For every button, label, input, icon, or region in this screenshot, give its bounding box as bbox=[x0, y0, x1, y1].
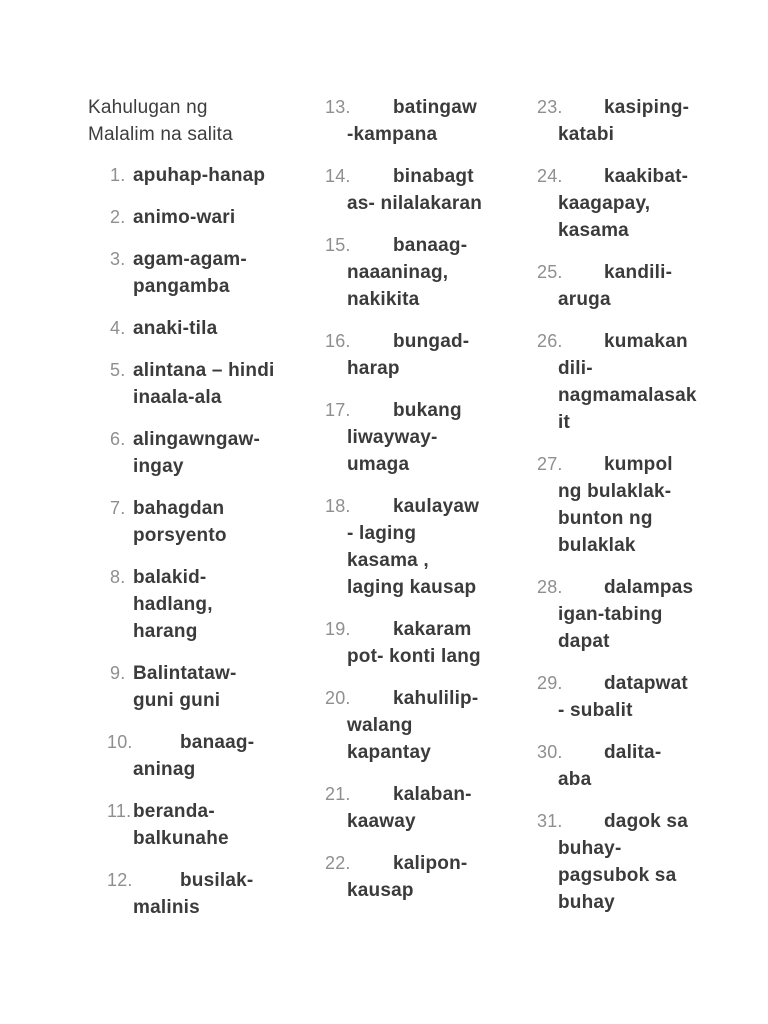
column-2-items bbox=[325, 94, 530, 904]
item-line: guni guni bbox=[133, 690, 221, 711]
item-line: igan-tabing bbox=[558, 604, 663, 625]
list-item bbox=[88, 867, 310, 921]
item-number: 23. bbox=[537, 97, 563, 117]
item-number: 26. bbox=[537, 331, 563, 351]
item-line: walang bbox=[347, 715, 413, 736]
item-line: kalaban- bbox=[393, 784, 472, 805]
list-item bbox=[325, 850, 530, 904]
item-number: 29. bbox=[537, 673, 563, 693]
item-line: kasama , bbox=[347, 550, 429, 571]
item-number: 6. bbox=[110, 429, 126, 449]
item-line: kaulayaw bbox=[393, 496, 480, 517]
item-line: kahulilip- bbox=[393, 688, 479, 709]
list-item bbox=[325, 493, 530, 601]
item-line: busilak- bbox=[180, 870, 254, 891]
list-item bbox=[88, 426, 310, 480]
item-line: banaag- bbox=[180, 732, 255, 753]
item-number: 12. bbox=[107, 870, 133, 890]
item-number: 11. bbox=[107, 801, 132, 821]
item-line: Balintataw- bbox=[133, 663, 237, 684]
list-item bbox=[537, 259, 759, 313]
item-line: datapwat bbox=[604, 673, 688, 694]
item-number: 13. bbox=[325, 97, 351, 117]
item-line: naaaninag, bbox=[347, 262, 449, 283]
item-line: harap bbox=[347, 358, 400, 379]
item-line: -kampana bbox=[347, 124, 438, 145]
item-line: kausap bbox=[347, 880, 414, 901]
item-line: nagmamalasak bbox=[558, 385, 697, 406]
list-item bbox=[88, 162, 310, 189]
item-number: 28. bbox=[537, 577, 563, 597]
item-line: pagsubok sa bbox=[558, 865, 677, 886]
item-line: kalipon- bbox=[393, 853, 468, 874]
item-line: harang bbox=[133, 621, 198, 642]
list-item bbox=[537, 451, 759, 559]
item-number: 20. bbox=[325, 688, 351, 708]
item-number: 3. bbox=[110, 249, 126, 269]
item-line: alintana – hindi bbox=[133, 360, 275, 381]
item-number: 10. bbox=[107, 732, 133, 752]
item-number: 17. bbox=[325, 400, 351, 420]
item-number: 25. bbox=[537, 262, 563, 282]
item-line: dagok sa bbox=[604, 811, 688, 832]
item-number: 18. bbox=[325, 496, 351, 516]
item-line: nakikita bbox=[347, 289, 420, 310]
item-line: dalita- bbox=[604, 742, 662, 763]
item-number: 9. bbox=[110, 663, 126, 683]
list-item bbox=[88, 495, 310, 549]
list-item bbox=[88, 660, 310, 714]
column-3-items bbox=[537, 94, 759, 916]
list-item bbox=[537, 808, 759, 916]
item-line: bukang bbox=[393, 400, 462, 421]
item-number: 31. bbox=[537, 811, 563, 831]
item-line: kaaway bbox=[347, 811, 416, 832]
item-line: pangamba bbox=[133, 276, 230, 297]
item-line: aba bbox=[558, 769, 592, 790]
list-item bbox=[325, 163, 530, 217]
item-line: balakid- bbox=[133, 567, 207, 588]
item-line: kumakan bbox=[604, 331, 688, 352]
list-item bbox=[88, 357, 310, 411]
item-line: liwayway- bbox=[347, 427, 438, 448]
item-line: hadlang, bbox=[133, 594, 213, 615]
item-number: 8. bbox=[110, 567, 126, 587]
item-line: dapat bbox=[558, 631, 610, 652]
item-line: porsyento bbox=[133, 525, 227, 546]
item-line: banaag- bbox=[393, 235, 468, 256]
list-item bbox=[88, 315, 310, 342]
item-number: 7. bbox=[110, 498, 126, 518]
list-item bbox=[325, 616, 530, 670]
item-line: malinis bbox=[133, 897, 200, 918]
item-line: animo-wari bbox=[133, 207, 236, 228]
item-line: batingaw bbox=[393, 97, 477, 118]
page-title-line-1: Kahulugan ng bbox=[88, 97, 208, 118]
item-line: kaagapay, bbox=[558, 193, 651, 214]
item-number: 21. bbox=[325, 784, 351, 804]
item-number: 30. bbox=[537, 742, 563, 762]
item-line: as- nilalakaran bbox=[347, 193, 483, 214]
item-line: kapantay bbox=[347, 742, 431, 763]
item-line: aninag bbox=[133, 759, 196, 780]
item-number: 2. bbox=[110, 207, 126, 227]
list-item bbox=[325, 781, 530, 835]
item-line: beranda- bbox=[133, 801, 215, 822]
item-number: 4. bbox=[110, 318, 126, 338]
item-line: laging kausap bbox=[347, 577, 477, 598]
list-item bbox=[88, 246, 310, 300]
column-1 bbox=[88, 94, 310, 936]
page-title-line-2: Malalim na salita bbox=[88, 124, 233, 145]
list-item bbox=[88, 729, 310, 783]
item-number: 14. bbox=[325, 166, 351, 186]
item-number: 5. bbox=[110, 360, 126, 380]
list-item bbox=[537, 739, 759, 793]
item-line: kumpol bbox=[604, 454, 673, 475]
item-line: anaki-tila bbox=[133, 318, 218, 339]
list-item bbox=[537, 328, 759, 436]
item-line: inaala-ala bbox=[133, 387, 222, 408]
item-line: ng bulaklak- bbox=[558, 481, 672, 502]
item-line: dili- bbox=[558, 358, 593, 379]
item-line: alingawngaw- bbox=[133, 429, 260, 450]
item-line: agam-agam- bbox=[133, 249, 247, 270]
item-line: pot- konti lang bbox=[347, 646, 481, 667]
list-item bbox=[88, 564, 310, 645]
list-item bbox=[88, 204, 310, 231]
item-line: - subalit bbox=[558, 700, 633, 721]
item-number: 1. bbox=[110, 165, 126, 185]
item-line: bahagdan bbox=[133, 498, 225, 519]
page-title bbox=[88, 94, 310, 148]
item-line: kasama bbox=[558, 220, 629, 241]
item-line: kasiping- bbox=[604, 97, 690, 118]
item-line: bungad- bbox=[393, 331, 470, 352]
item-line: bunton ng bbox=[558, 508, 653, 529]
list-item bbox=[537, 574, 759, 655]
column-1-items bbox=[88, 162, 310, 921]
list-item bbox=[88, 798, 310, 852]
item-line: it bbox=[558, 412, 571, 433]
list-item bbox=[325, 94, 530, 148]
list-item bbox=[537, 670, 759, 724]
item-line: ingay bbox=[133, 456, 184, 477]
list-item bbox=[537, 94, 759, 148]
item-line: - laging bbox=[347, 523, 417, 544]
item-line: bulaklak bbox=[558, 535, 636, 556]
item-number: 16. bbox=[325, 331, 351, 351]
item-number: 22. bbox=[325, 853, 351, 873]
item-line: binabagt bbox=[393, 166, 474, 187]
item-line: buhay bbox=[558, 892, 615, 913]
item-line: kandili- bbox=[604, 262, 673, 283]
item-number: 24. bbox=[537, 166, 563, 186]
item-number: 19. bbox=[325, 619, 351, 639]
list-item bbox=[325, 328, 530, 382]
column-3 bbox=[537, 94, 759, 931]
item-line: umaga bbox=[347, 454, 410, 475]
list-item bbox=[537, 163, 759, 244]
item-line: buhay- bbox=[558, 838, 622, 859]
item-line: kaakibat- bbox=[604, 166, 689, 187]
item-line: balkunahe bbox=[133, 828, 229, 849]
item-line: aruga bbox=[558, 289, 611, 310]
item-line: kakaram bbox=[393, 619, 472, 640]
column-2 bbox=[325, 94, 530, 919]
item-line: katabi bbox=[558, 124, 615, 145]
list-item bbox=[325, 397, 530, 478]
item-number: 15. bbox=[325, 235, 351, 255]
list-item bbox=[325, 232, 530, 313]
item-line: apuhap-hanap bbox=[133, 165, 266, 186]
item-number: 27. bbox=[537, 454, 563, 474]
item-line: dalampas bbox=[604, 577, 694, 598]
list-item bbox=[325, 685, 530, 766]
